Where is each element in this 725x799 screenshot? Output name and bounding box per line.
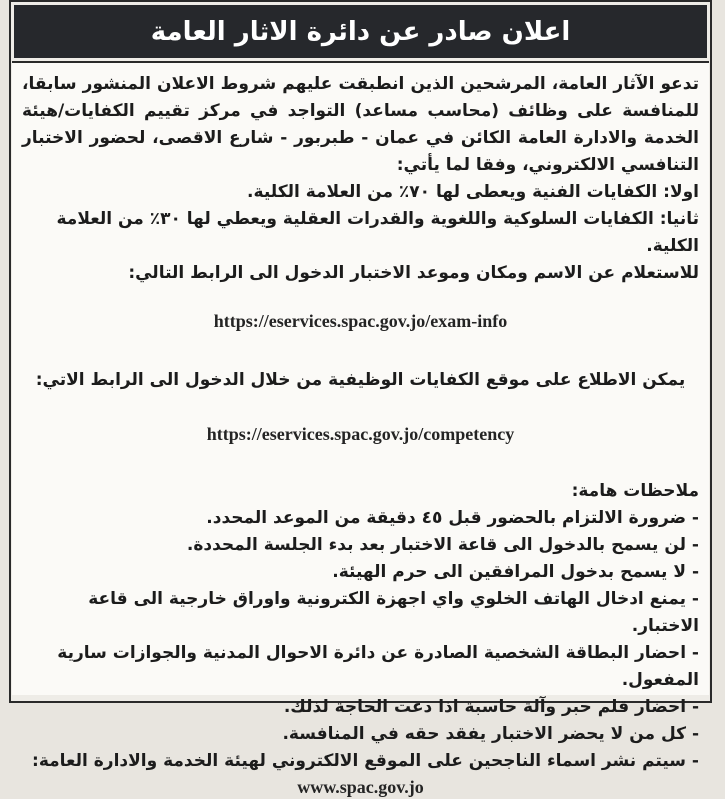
note-item: - يمنع ادخال الهاتف الخلوي واي اجهزة الكترونية واوراق خارجية الى قاعة الاختبار. — [88, 589, 699, 636]
note-item: - سيتم نشر اسماء الناجحين على الموقع الالكتروني لهيئة الخدمة والادارة العامة: — [32, 751, 699, 771]
announcement-title: اعلان صادر عن دائرة الاثار العامة — [150, 16, 571, 47]
announcement-clipping — [9, 0, 712, 797]
note-item: - لن يسمح بالدخول الى قاعة الاختبار بعد بدء الجلسة المحددة. — [186, 535, 699, 555]
competency-instruction-line: يمكن الاطلاع على موقع الكفايات الوظيفية من خلال الدخول الى الرابط الاتي: — [35, 370, 686, 390]
note-item: - كل من لا يحضر الاختبار يفقد حقه في المنافسة. — [282, 724, 699, 744]
intro-paragraph: تدعو الآثار العامة، المرشحين الذين انطبقت عليهم شروط الاعلان المنشور سابقا، للمنافسة على وظائف (محاسب مساعد) التواجد في مركز تقييم الكفايات/هيئة الخدمة والادارة العامة الكائن في عمان - طبربور - شارع الاقصى، لحضور الاختبار التنافسي الالكتروني، وفقا لما يأتي: — [22, 74, 699, 175]
first-criterion-line: اولا: الكفايات الفنية ويعطى لها ٧٠٪ من العلامة الكلية. — [247, 182, 699, 202]
exam-info-url: https://eservices.spac.gov.jo/exam-info — [213, 311, 508, 331]
note-item: - احضار البطاقة الشخصية الصادرة عن دائرة الاحوال المدنية والجوازات سارية المفعول. — [57, 643, 699, 690]
notes-list — [22, 505, 699, 775]
announcement-title-bar — [14, 5, 707, 58]
second-criterion-line: ثانيا: الكفايات السلوكية واللغوية والقدرات العقلية ويعطي لها ٣٠٪ من العلامة الكلية. — [56, 209, 699, 256]
inquiry-instruction-line: للاستعلام عن الاسم ومكان وموعد الاختبار الدخول الى الرابط التالي: — [128, 263, 699, 283]
competency-url: https://eservices.spac.gov.jo/competency — [206, 424, 515, 444]
note-item: - ضرورة الالتزام بالحضور قبل ٤٥ دقيقة من الموعد المحدد. — [206, 508, 699, 528]
website-url: www.spac.gov.jo — [297, 777, 424, 797]
notes-heading: ملاحظات هامة: — [571, 481, 699, 501]
note-item: - احضار قلم حبر وآلة حاسبة اذا دعت الحاجة لذلك. — [283, 697, 699, 717]
note-item: - لا يسمح بدخول المرافقين الى حرم الهيئة. — [332, 562, 699, 582]
announcement-body — [12, 61, 709, 797]
